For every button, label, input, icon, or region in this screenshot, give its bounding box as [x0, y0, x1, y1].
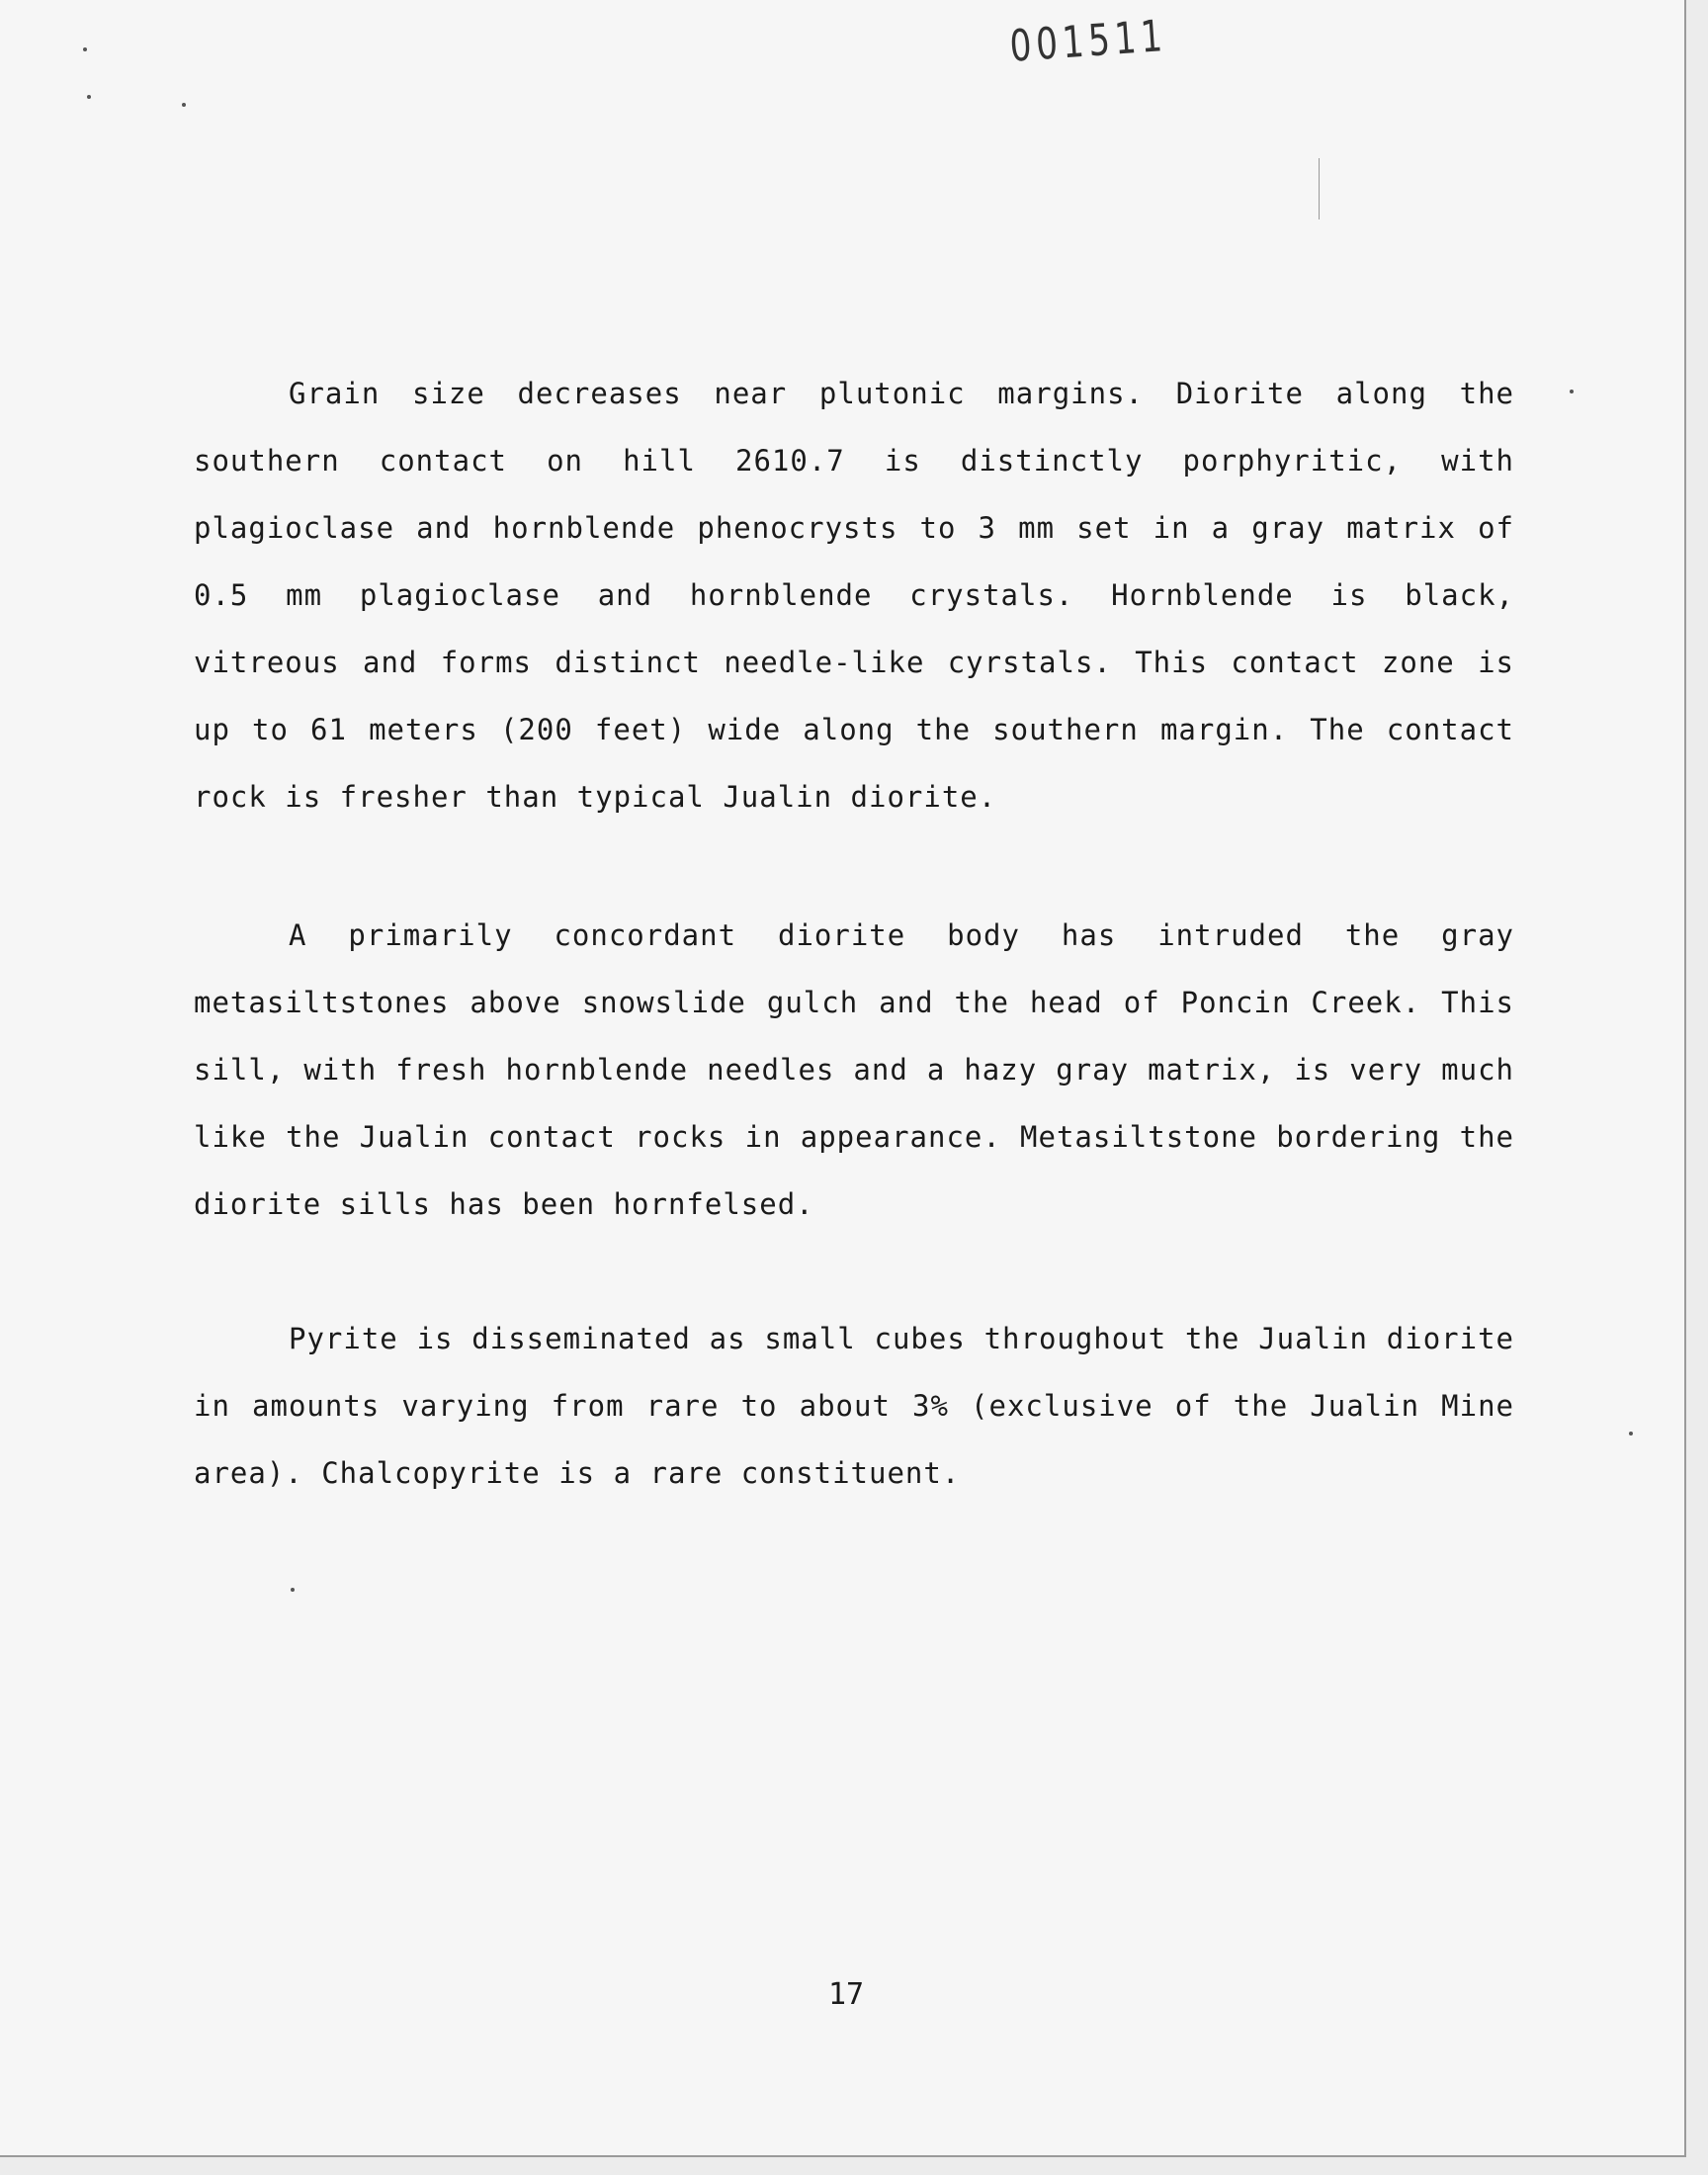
paragraph-grain-size: Grain size decreases near plutonic margins. Diorite along the southern contact on hill 2610.7 is distinctly porphyritic, with plagioclase and hornblende phenocrysts to 3 mm set in a gray matrix of 0.5 mm plagioclase and hornblende crystals. Hornblende is black, vitreous and forms distinct needle-like cyrstals. This contact zone is up to 61 meters (200 feet) wide along the southern margin. The contact rock is fresher than typical Jualin diorite. [194, 377, 1514, 814]
scan-speck [1570, 390, 1574, 393]
page-number: 17 [827, 1977, 865, 2012]
scan-speck [1629, 1432, 1633, 1436]
paragraph-pyrite: Pyrite is disseminated as small cubes throughout the Jualin diorite in amounts varying from rare to about 3% (exclusive of the Jualin Mine area). Chalcopyrite is a rare constituent. [194, 1322, 1514, 1490]
document-stamp-number: 001511 [1008, 10, 1169, 72]
paragraph-diorite-body: A primarily concordant diorite body has intruded the gray metasiltstones above snowslide gulch and the head of Poncin Creek. This sill, with fresh hornblende needles and a hazy gray matrix, is very much like the Jualin contact rocks in appearance. Metasiltstone bordering the diorite sills has been hornfelsed. [194, 918, 1514, 1221]
scan-scratch [1319, 158, 1320, 219]
scan-speck [182, 103, 186, 107]
scan-speck [291, 1588, 295, 1592]
scan-speck [83, 47, 87, 51]
scan-speck [87, 95, 91, 99]
